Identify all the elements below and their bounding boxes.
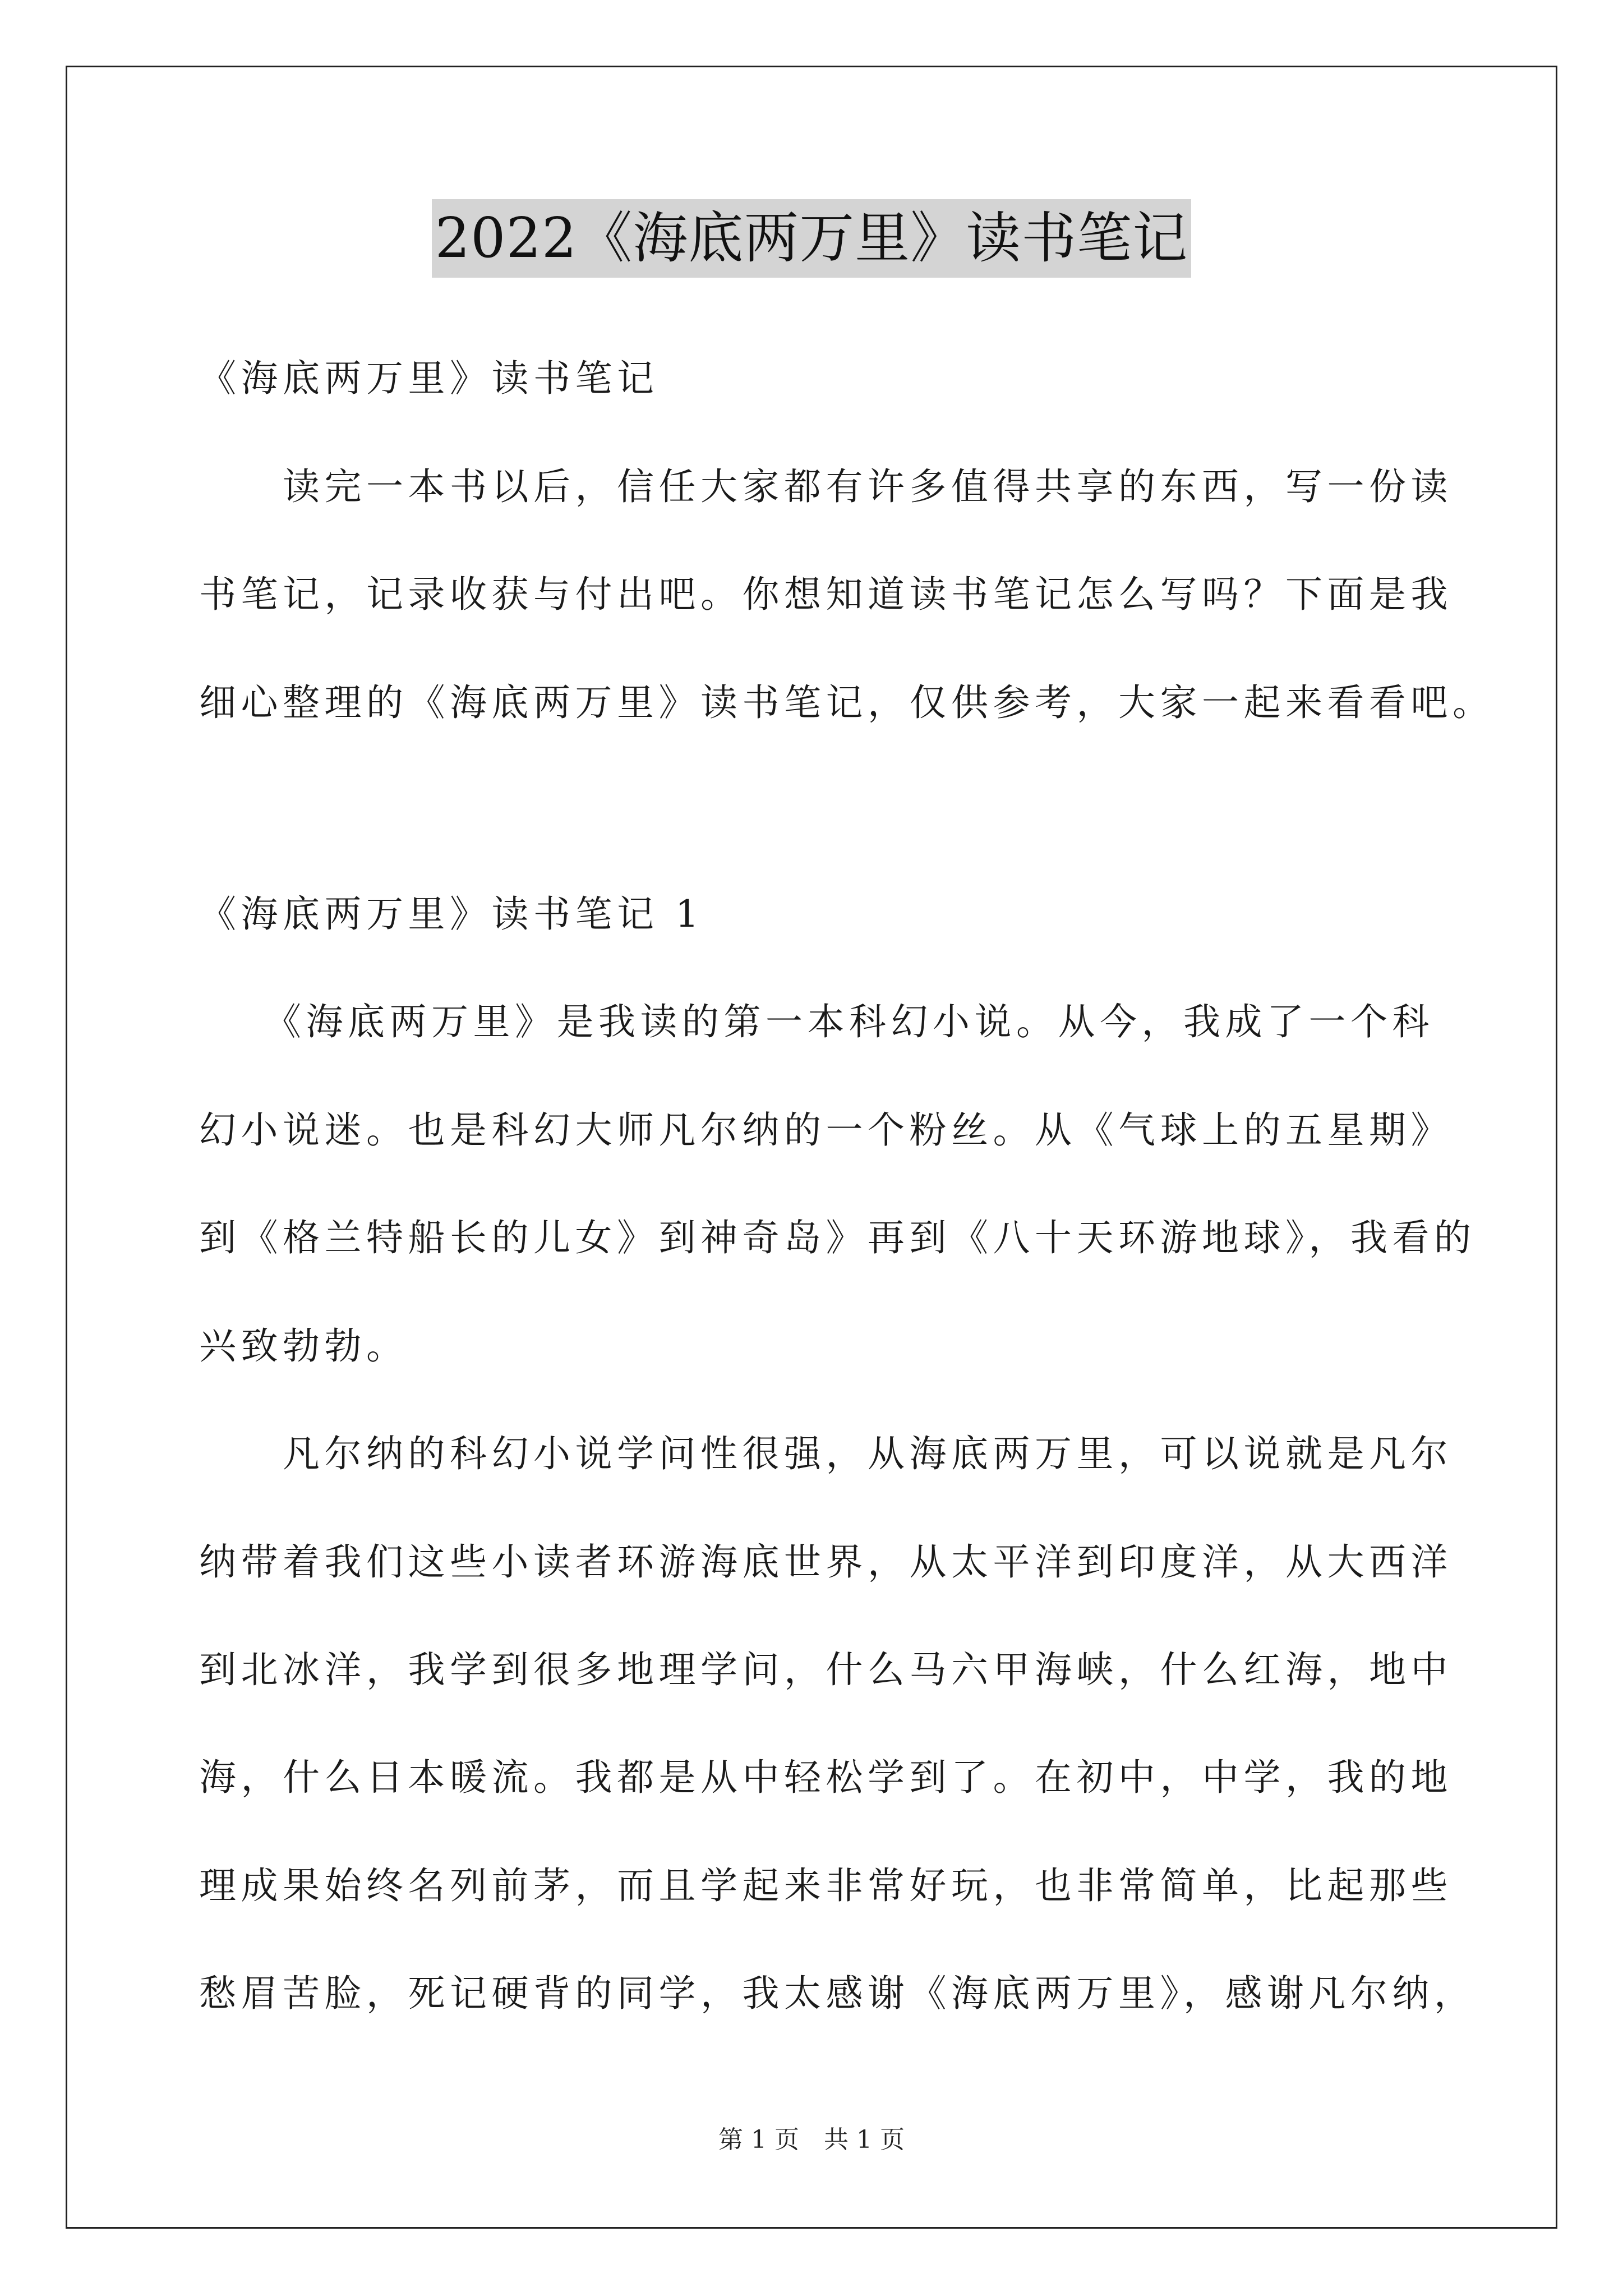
paragraph-line: 纳带着我们这些小读者环游海底世界，从太平洋到印度洋，从大西洋 <box>199 1540 1453 1584</box>
paragraph-line: 幻小说迷。也是科幻大师凡尔纳的一个粉丝。从《气球上的五星期》 <box>199 1108 1453 1152</box>
paragraph-line: 理成果始终名列前茅，而且学起来非常好玩，也非常简单，比起那些 <box>199 1864 1453 1907</box>
section-heading: 《海底两万里》读书笔记 <box>199 357 659 400</box>
page-footer: 第 1 页 共 1 页 <box>718 2125 905 2154</box>
paragraph-line: 细心整理的《海底两万里》读书笔记，仅供参考，大家一起来看看吧。 <box>199 681 1495 724</box>
paragraph-line: 到北冰洋，我学到很多地理学问，什么马六甲海峡，什么红海，地中 <box>199 1648 1453 1691</box>
paragraph-line: 凡尔纳的科幻小说学问性很强，从海底两万里，可以说就是凡尔 <box>199 1432 1453 1475</box>
paragraph-line: 愁眉苦脸，死记硬背的同学，我太感谢《海底两万里》，感谢凡尔纳， <box>199 1972 1476 2015</box>
document-title: 2022《海底两万里》读书笔记 <box>432 199 1191 278</box>
paragraph-line: 到《格兰特船长的儿女》到神奇岛》再到《八十天环游地球》，我看的 <box>199 1216 1476 1259</box>
title-container <box>0 199 1623 278</box>
paragraph-line: 书笔记，记录收获与付出吧。你想知道读书笔记怎么写吗？下面是我 <box>199 573 1453 616</box>
paragraph-line: 兴致勃勃。 <box>199 1324 408 1368</box>
paragraph-line: 海，什么日本暖流。我都是从中轻松学到了。在初中，中学，我的地 <box>199 1756 1453 1799</box>
paragraph-line: 《海底两万里》是我读的第一本科幻小说。从今，我成了一个科 <box>199 1000 1434 1043</box>
paragraph-line: 读完一本书以后，信任大家都有许多值得共享的东西，写一份读 <box>199 465 1453 508</box>
section-heading: 《海底两万里》读书笔记 1 <box>199 892 704 936</box>
